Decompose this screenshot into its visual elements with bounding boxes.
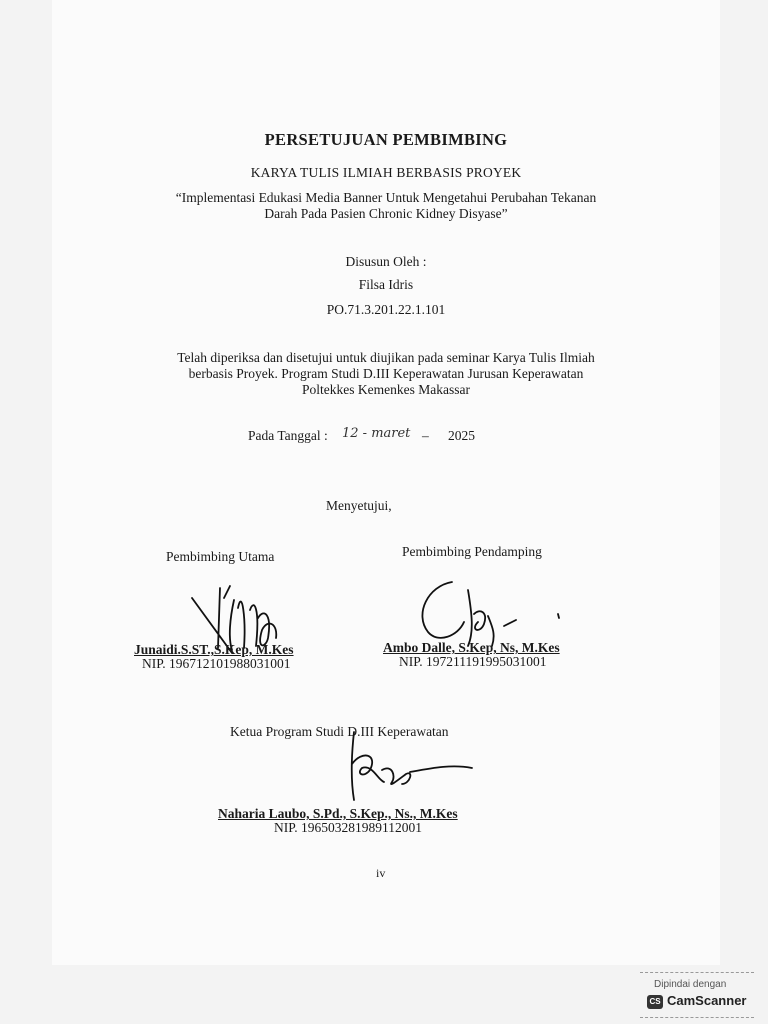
program-head-name: Naharia Laubo, S.Pd., S.Kep., Ns., M.Kes [218,806,458,821]
scanner-badge [640,972,754,1018]
page-title: PERSETUJUAN PEMBIMBING [264,130,508,149]
co-advisor-nip: NIP. 197211191995031001 [399,654,547,669]
statement-line2: berbasis Proyek. Program Studi D.III Keperawatan Jurusan Keperawatan [188,366,584,381]
date-year: 2025 [448,428,475,443]
thesis-title-line1: “Implementasi Edukasi Media Banner Untuk Mengetahui Perubahan Tekanan [175,190,597,205]
statement-line3: Poltekkes Kemenkes Makassar [302,382,470,397]
approved-label: Menyetujui, [326,498,392,513]
co-advisor-name: Ambo Dalle, S.Kep, Ns, M.Kes [383,640,560,655]
author-name: Filsa Idris [358,277,414,292]
program-head-signature [322,720,492,810]
date-handwritten: 12 - maret [342,426,411,441]
main-advisor-name: Junaidi.S.ST.,S.Kep, M.Kes [134,642,294,657]
date-label: Pada Tanggal : [248,428,328,443]
page-number: iv [376,866,386,880]
program-head-nip: NIP. 196503281989112001 [274,820,423,835]
camscanner-logo-icon: CS [647,995,663,1009]
scanner-app-name: CamScanner [667,993,747,1008]
thesis-title-line2: Darah Pada Pasien Chronic Kidney Disyase” [264,206,508,221]
document-page [52,0,720,965]
scanner-caption: Dipindai dengan [654,979,727,990]
author-id: PO.71.3.201.22.1.101 [326,302,446,317]
main-advisor-nip: NIP. 196712101988031001 [142,656,291,671]
date-dash: – [422,428,429,443]
co-advisor-role: Pembimbing Pendamping [402,544,542,559]
program-head-role: Ketua Program Studi D.III Keperawatan [230,724,449,739]
statement-line1: Telah diperiksa dan disetujui untuk diujikan pada seminar Karya Tulis Ilmiah [177,350,595,365]
document-subtitle: KARYA TULIS ILMIAH BERBASIS PROYEK [250,165,522,180]
composed-by-label: Disusun Oleh : [345,254,427,269]
main-advisor-role: Pembimbing Utama [166,549,275,564]
